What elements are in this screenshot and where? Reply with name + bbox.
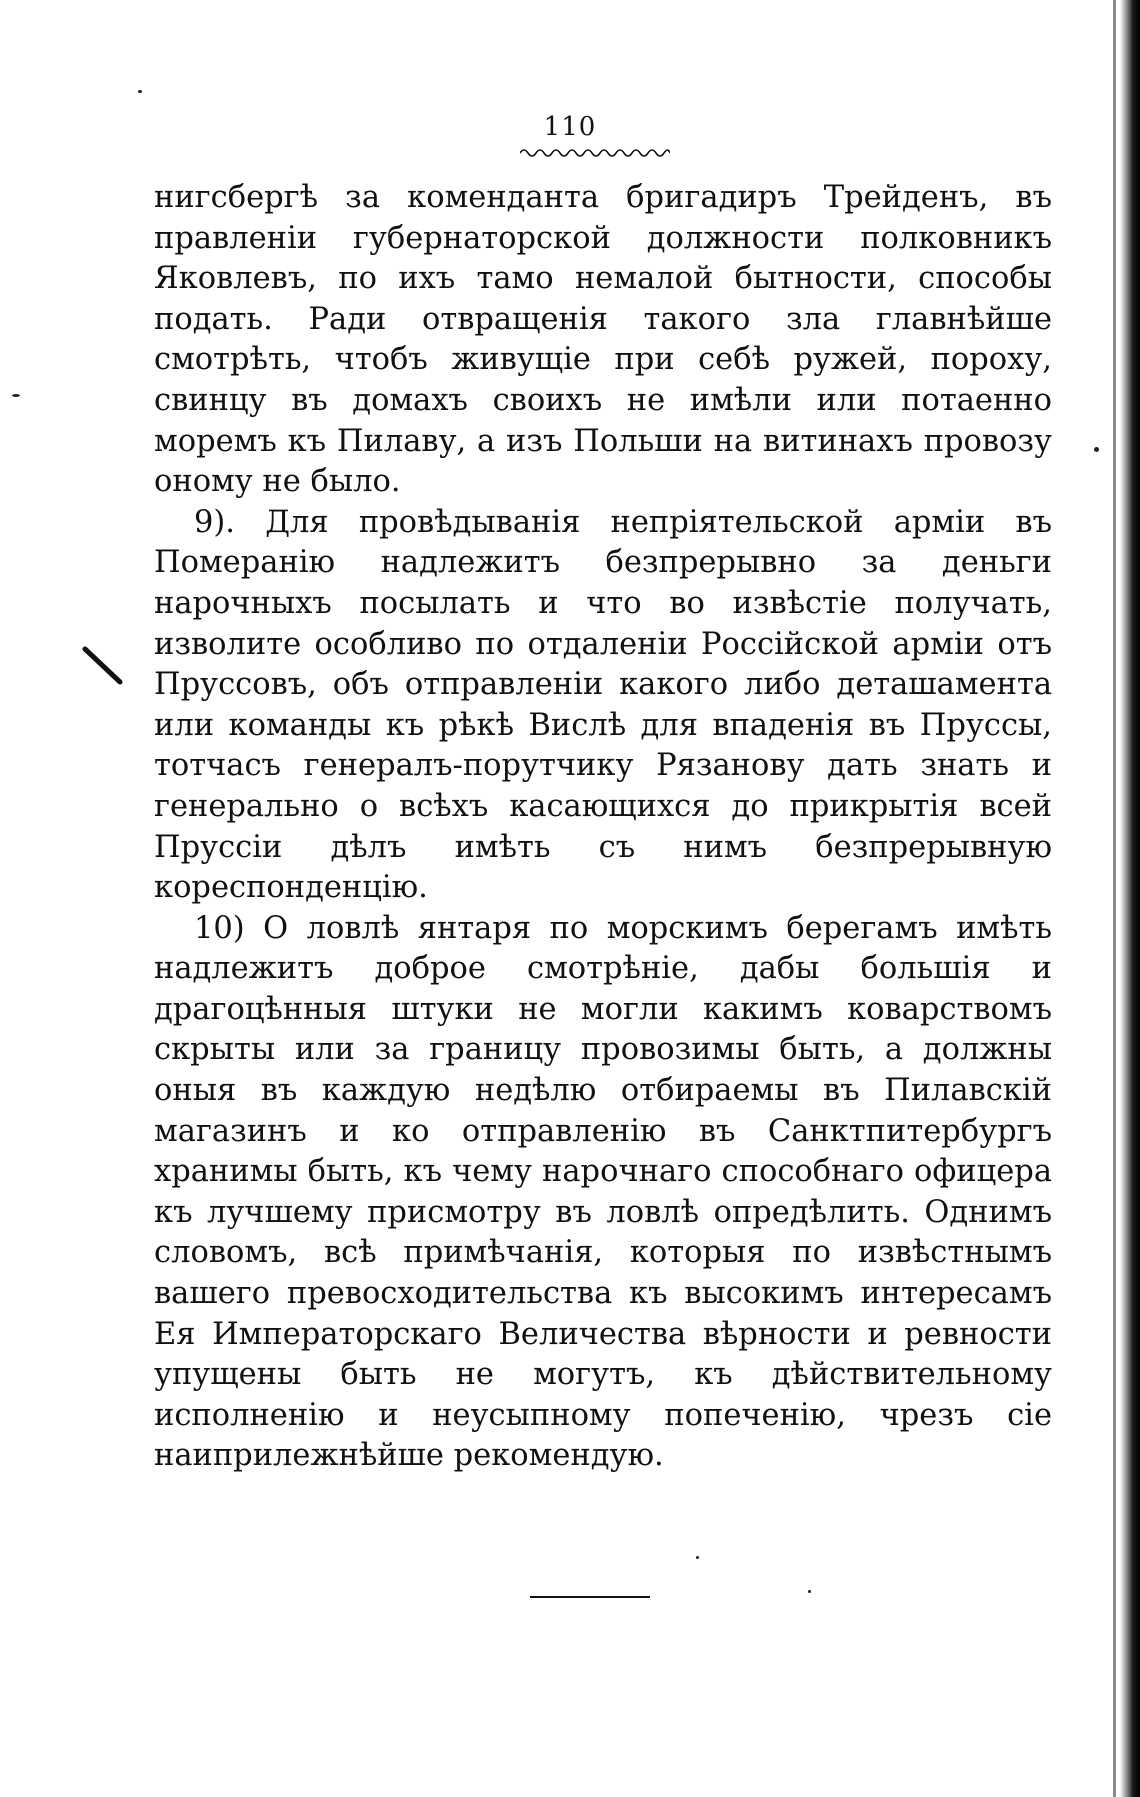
speck-mark	[12, 394, 20, 397]
speck-mark	[138, 90, 142, 93]
margin-pen-stroke	[82, 646, 126, 686]
paragraph-item-10: 10) О ловлѣ янтаря по морскимъ берегамъ имѣть надлежитъ доброе смотрѣніе, дабы большія и драгоцѣнныя штуки не могли какимъ коварствомъ скрыты или за границу провозимы быть, а должны оныя въ каждую недѣлю отбираемы въ Пилавскій магазинъ и ко отправленію въ Санктпитербургъ хранимы быть, къ чему нарочнаго способнаго офицера къ лучшему присмотру въ ловлѣ опредѣлить. Однимъ словомъ, всѣ примѣчанія, которыя по извѣстнымъ вашего превосходительства къ высокимъ интересамъ Ея Императорскаго Величества вѣрности и ревности упущены быть не могутъ, къ дѣйствительному исполненію и неусыпному попеченію, чрезъ сіе наиприлежнѣйше рекомендую.	[154, 910, 1052, 1474]
page-edge-line	[1113, 0, 1116, 1797]
page-edge-shadow	[1120, 0, 1140, 1797]
body-text	[154, 178, 1052, 1477]
speck-mark	[808, 1590, 811, 1593]
speck-mark	[1094, 447, 1099, 452]
paragraph-continuation: нигсбергѣ за коменданта бригадиръ Трейденъ, въ правленіи губернаторской должности полковникъ Яковлевъ, по ихъ тамо немалой бытности, способы подать. Ради отвращенія такого зла главнѣйше смотрѣть, чтобъ живущіе при себѣ ружей, пороху, свинцу въ домахъ своихъ не имѣли или потаенно моремъ къ Пилаву, а изъ Польши на витинахъ провозу оному не было.	[154, 180, 1052, 500]
paragraph-item-9: 9). Для провѣдыванія непріятельской арміи въ Померанію надлежитъ безпрерывно за деньги нарочныхъ посылать и что во извѣстіе получать, изволите особливо по отдаленіи Россійской арміи отъ Пруссовъ, объ отправленіи какого либо деташамента или команды къ рѣкѣ Вислѣ для впаденія въ Пруссы, тотчасъ генералъ-порутчику Рязанову дать знать и генерально о всѣхъ касающихся до прикрытія всей Пруссіи дѣлъ имѣть съ нимъ безпрерывную кореспонденцію.	[154, 504, 1052, 906]
page-number: 110	[543, 112, 597, 142]
speck-mark	[696, 1556, 699, 1559]
closing-rule	[530, 1596, 650, 1598]
wavy-ornament	[520, 146, 670, 160]
